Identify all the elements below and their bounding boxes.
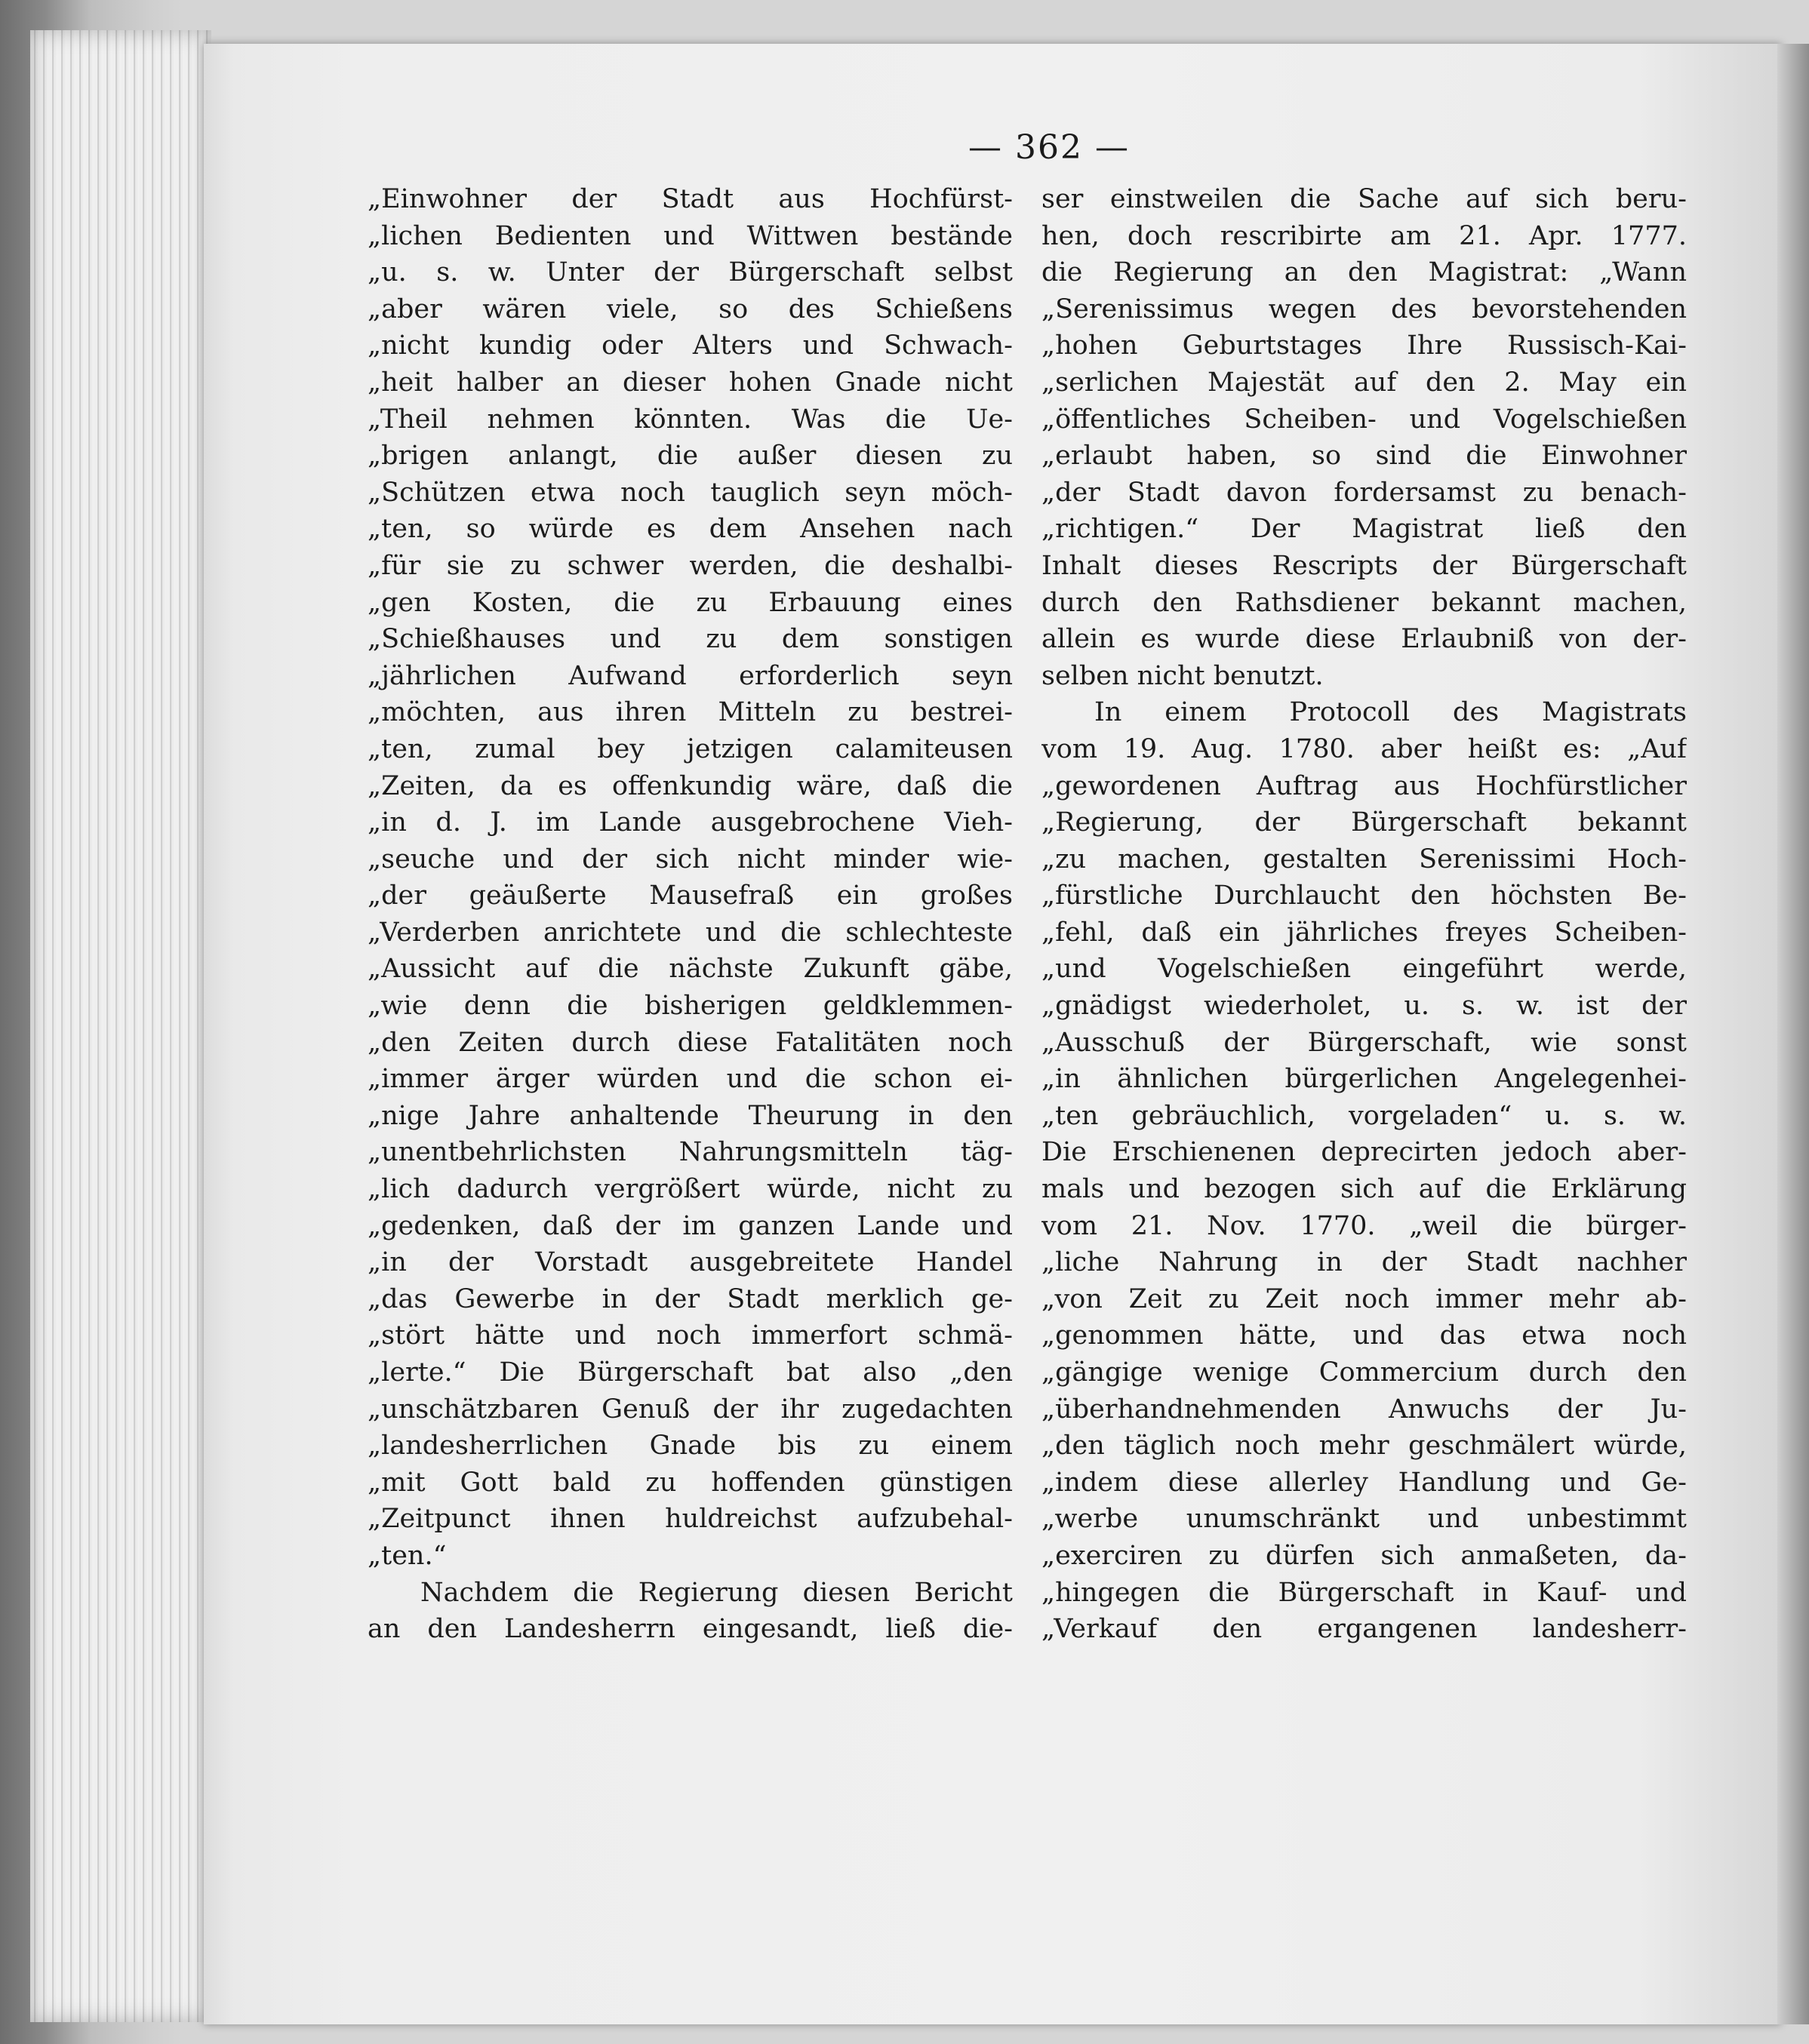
text-line: „Verkauf den ergangenen landesherr- — [1041, 1614, 1687, 1645]
text-line: „lich dadurch vergrößert würde, nicht zu — [368, 1174, 1013, 1205]
text-line: „unentbehrlichsten Nahrungsmitteln täg- — [368, 1137, 1013, 1168]
text-line: „in d. J. im Lande ausgebrochene Vieh- — [368, 807, 1013, 838]
text-line: „zu machen, gestalten Serenissimi Hoch- — [1041, 844, 1687, 874]
stacked-page-edges — [30, 30, 211, 2022]
text-line: „Regierung, der Bürgerschaft bekannt — [1041, 807, 1687, 838]
text-line: „unschätzbaren Genuß der ihr zugedachten — [368, 1394, 1013, 1425]
text-line: „lichen Bedienten und Wittwen bestände — [368, 220, 1013, 251]
text-line: „seuche und der sich nicht minder wie- — [368, 844, 1013, 874]
text-line: „ten gebräuchlich, vorgeladen“ u. s. w. — [1041, 1100, 1687, 1131]
text-line: „u. s. w. Unter der Bürgerschaft selbst — [368, 257, 1013, 288]
text-line: vom 21. Nov. 1770. „weil die bürger- — [1041, 1210, 1687, 1241]
text-line: „ten.“ — [368, 1540, 447, 1571]
text-line: „Ausschuß der Bürgerschaft, wie sonst — [1041, 1027, 1687, 1058]
text-line: „serlichen Majestät auf den 2. May ein — [1041, 367, 1687, 398]
text-line: durch den Rathsdiener bekannt machen, — [1041, 587, 1687, 618]
text-line: „der Stadt davon fordersamst zu benach- — [1041, 477, 1687, 508]
right-text-column — [1041, 181, 1687, 1977]
text-line: „Zeiten, da es offenkundig wäre, daß die — [368, 770, 1013, 801]
text-line: „gewordenen Auftrag aus Hochfürstlicher — [1041, 770, 1687, 801]
text-line: „in der Vorstadt ausgebreitete Handel — [368, 1247, 1013, 1278]
text-line: „immer ärger würden und die schon ei- — [368, 1064, 1013, 1095]
text-line: „Schützen etwa noch tauglich seyn möch- — [368, 477, 1013, 508]
text-line: „jährlichen Aufwand erforderlich seyn — [368, 660, 1013, 691]
text-line: „Zeitpunct ihnen huldreichst aufzubehal- — [368, 1504, 1013, 1535]
text-line: Inhalt dieses Rescripts der Bürgerschaft — [1041, 550, 1687, 581]
text-line: „das Gewerbe in der Stadt merklich ge- — [368, 1283, 1013, 1314]
page-number: — 362 — — [968, 128, 1130, 167]
text-line: In einem Protocoll des Magistrats — [1094, 697, 1687, 728]
text-line: „den Zeiten durch diese Fatalitäten noch — [368, 1027, 1013, 1058]
text-line: „der geäußerte Mausefraß ein großes — [368, 881, 1013, 911]
text-line: mals und bezogen sich auf die Erklärung — [1041, 1174, 1687, 1205]
text-line: „und Vogelschießen eingeführt werde, — [1041, 954, 1687, 985]
text-line: „richtigen.“ Der Magistrat ließ den — [1041, 514, 1687, 545]
text-line: „in ähnlichen bürgerlichen Angelegenhei- — [1041, 1064, 1687, 1095]
text-line: selben nicht benutzt. — [1041, 660, 1324, 691]
text-line: „gedenken, daß der im ganzen Lande und — [368, 1210, 1013, 1241]
text-line: „genommen hätte, und das etwa noch — [1041, 1320, 1687, 1351]
text-line: „liche Nahrung in der Stadt nachher — [1041, 1247, 1687, 1278]
text-line: „von Zeit zu Zeit noch immer mehr ab- — [1041, 1283, 1687, 1314]
text-line: vom 19. Aug. 1780. aber heißt es: „Auf — [1041, 733, 1687, 764]
text-line: „nige Jahre anhaltende Theurung in den — [368, 1100, 1013, 1131]
text-line: „brigen anlangt, die außer diesen zu — [368, 441, 1013, 472]
text-line: „aber wären viele, so des Schießens — [368, 294, 1013, 324]
text-line: „Schießhauses und zu dem sonstigen — [368, 624, 1013, 655]
text-line: „öffentliches Scheiben- und Vogelschießen — [1041, 404, 1687, 435]
text-line: „stört hätte und noch immerfort schmä- — [368, 1320, 1013, 1351]
text-line: „erlaubt haben, so sind die Einwohner — [1041, 441, 1687, 472]
text-line: „mit Gott bald zu hoffenden günstigen — [368, 1467, 1013, 1498]
text-line: „fehl, daß ein jährliches freyes Scheiben- — [1041, 917, 1687, 948]
text-line: „werbe unumschränkt und unbestimmt — [1041, 1504, 1687, 1535]
text-line: „Aussicht auf die nächste Zukunft gäbe, — [368, 954, 1013, 985]
text-line: hen, doch rescribirte am 21. Apr. 1777. — [1041, 220, 1687, 251]
text-line: Die Erschienenen deprecirten jedoch aber- — [1041, 1137, 1687, 1168]
text-line: „wie denn die bisherigen geldklemmen- — [368, 991, 1013, 1022]
text-line: „fürstliche Durchlaucht den höchsten Be- — [1041, 881, 1687, 911]
text-line: „gängige wenige Commercium durch den — [1041, 1357, 1687, 1388]
text-line: „ten, zumal bey jetzigen calamiteusen — [368, 733, 1013, 764]
left-text-column — [368, 181, 1013, 1977]
text-line: „Einwohner der Stadt aus Hochfürst- — [368, 184, 1013, 214]
text-line: „gnädigst wiederholet, u. s. w. ist der — [1041, 991, 1687, 1022]
text-line: Nachdem die Regierung diesen Bericht — [420, 1577, 1013, 1608]
text-line: „heit halber an dieser hohen Gnade nicht — [368, 367, 1013, 398]
text-line: „überhandnehmenden Anwuchs der Ju- — [1041, 1394, 1687, 1425]
text-line: „nicht kundig oder Alters und Schwach- — [368, 330, 1013, 361]
text-line: „hingegen die Bürgerschaft in Kauf- und — [1041, 1577, 1687, 1608]
text-line: die Regierung an den Magistrat: „Wann — [1041, 257, 1687, 288]
text-line: an den Landesherrn eingesandt, ließ die- — [368, 1614, 1013, 1645]
text-line: „exerciren zu dürfen sich anmaßeten, da- — [1041, 1540, 1687, 1571]
text-line: ser einstweilen die Sache auf sich beru- — [1041, 184, 1687, 214]
text-line: „indem diese allerley Handlung und Ge- — [1041, 1467, 1687, 1498]
text-line: „möchten, aus ihren Mitteln zu bestrei- — [368, 697, 1013, 728]
text-line: „ten, so würde es dem Ansehen nach — [368, 514, 1013, 545]
text-line: „Verderben anrichtete und die schlechteste — [368, 917, 1013, 948]
text-line: „für sie zu schwer werden, die deshalbi- — [368, 550, 1013, 581]
text-line: „lerte.“ Die Bürgerschaft bat also „den — [368, 1357, 1013, 1388]
text-line: „landesherrlichen Gnade bis zu einem — [368, 1431, 1013, 1462]
text-line: „Serenissimus wegen des bevorstehenden — [1041, 294, 1687, 324]
page-right-edge — [1777, 44, 1809, 2024]
text-line: „gen Kosten, die zu Erbauung eines — [368, 587, 1013, 618]
text-line: „den täglich noch mehr geschmälert würde, — [1041, 1431, 1687, 1462]
text-line: allein es wurde diese Erlaubniß von der- — [1041, 624, 1687, 655]
text-line: „Theil nehmen könnten. Was die Ue- — [368, 404, 1013, 435]
text-line: „hohen Geburtstages Ihre Russisch-Kai- — [1041, 330, 1687, 361]
